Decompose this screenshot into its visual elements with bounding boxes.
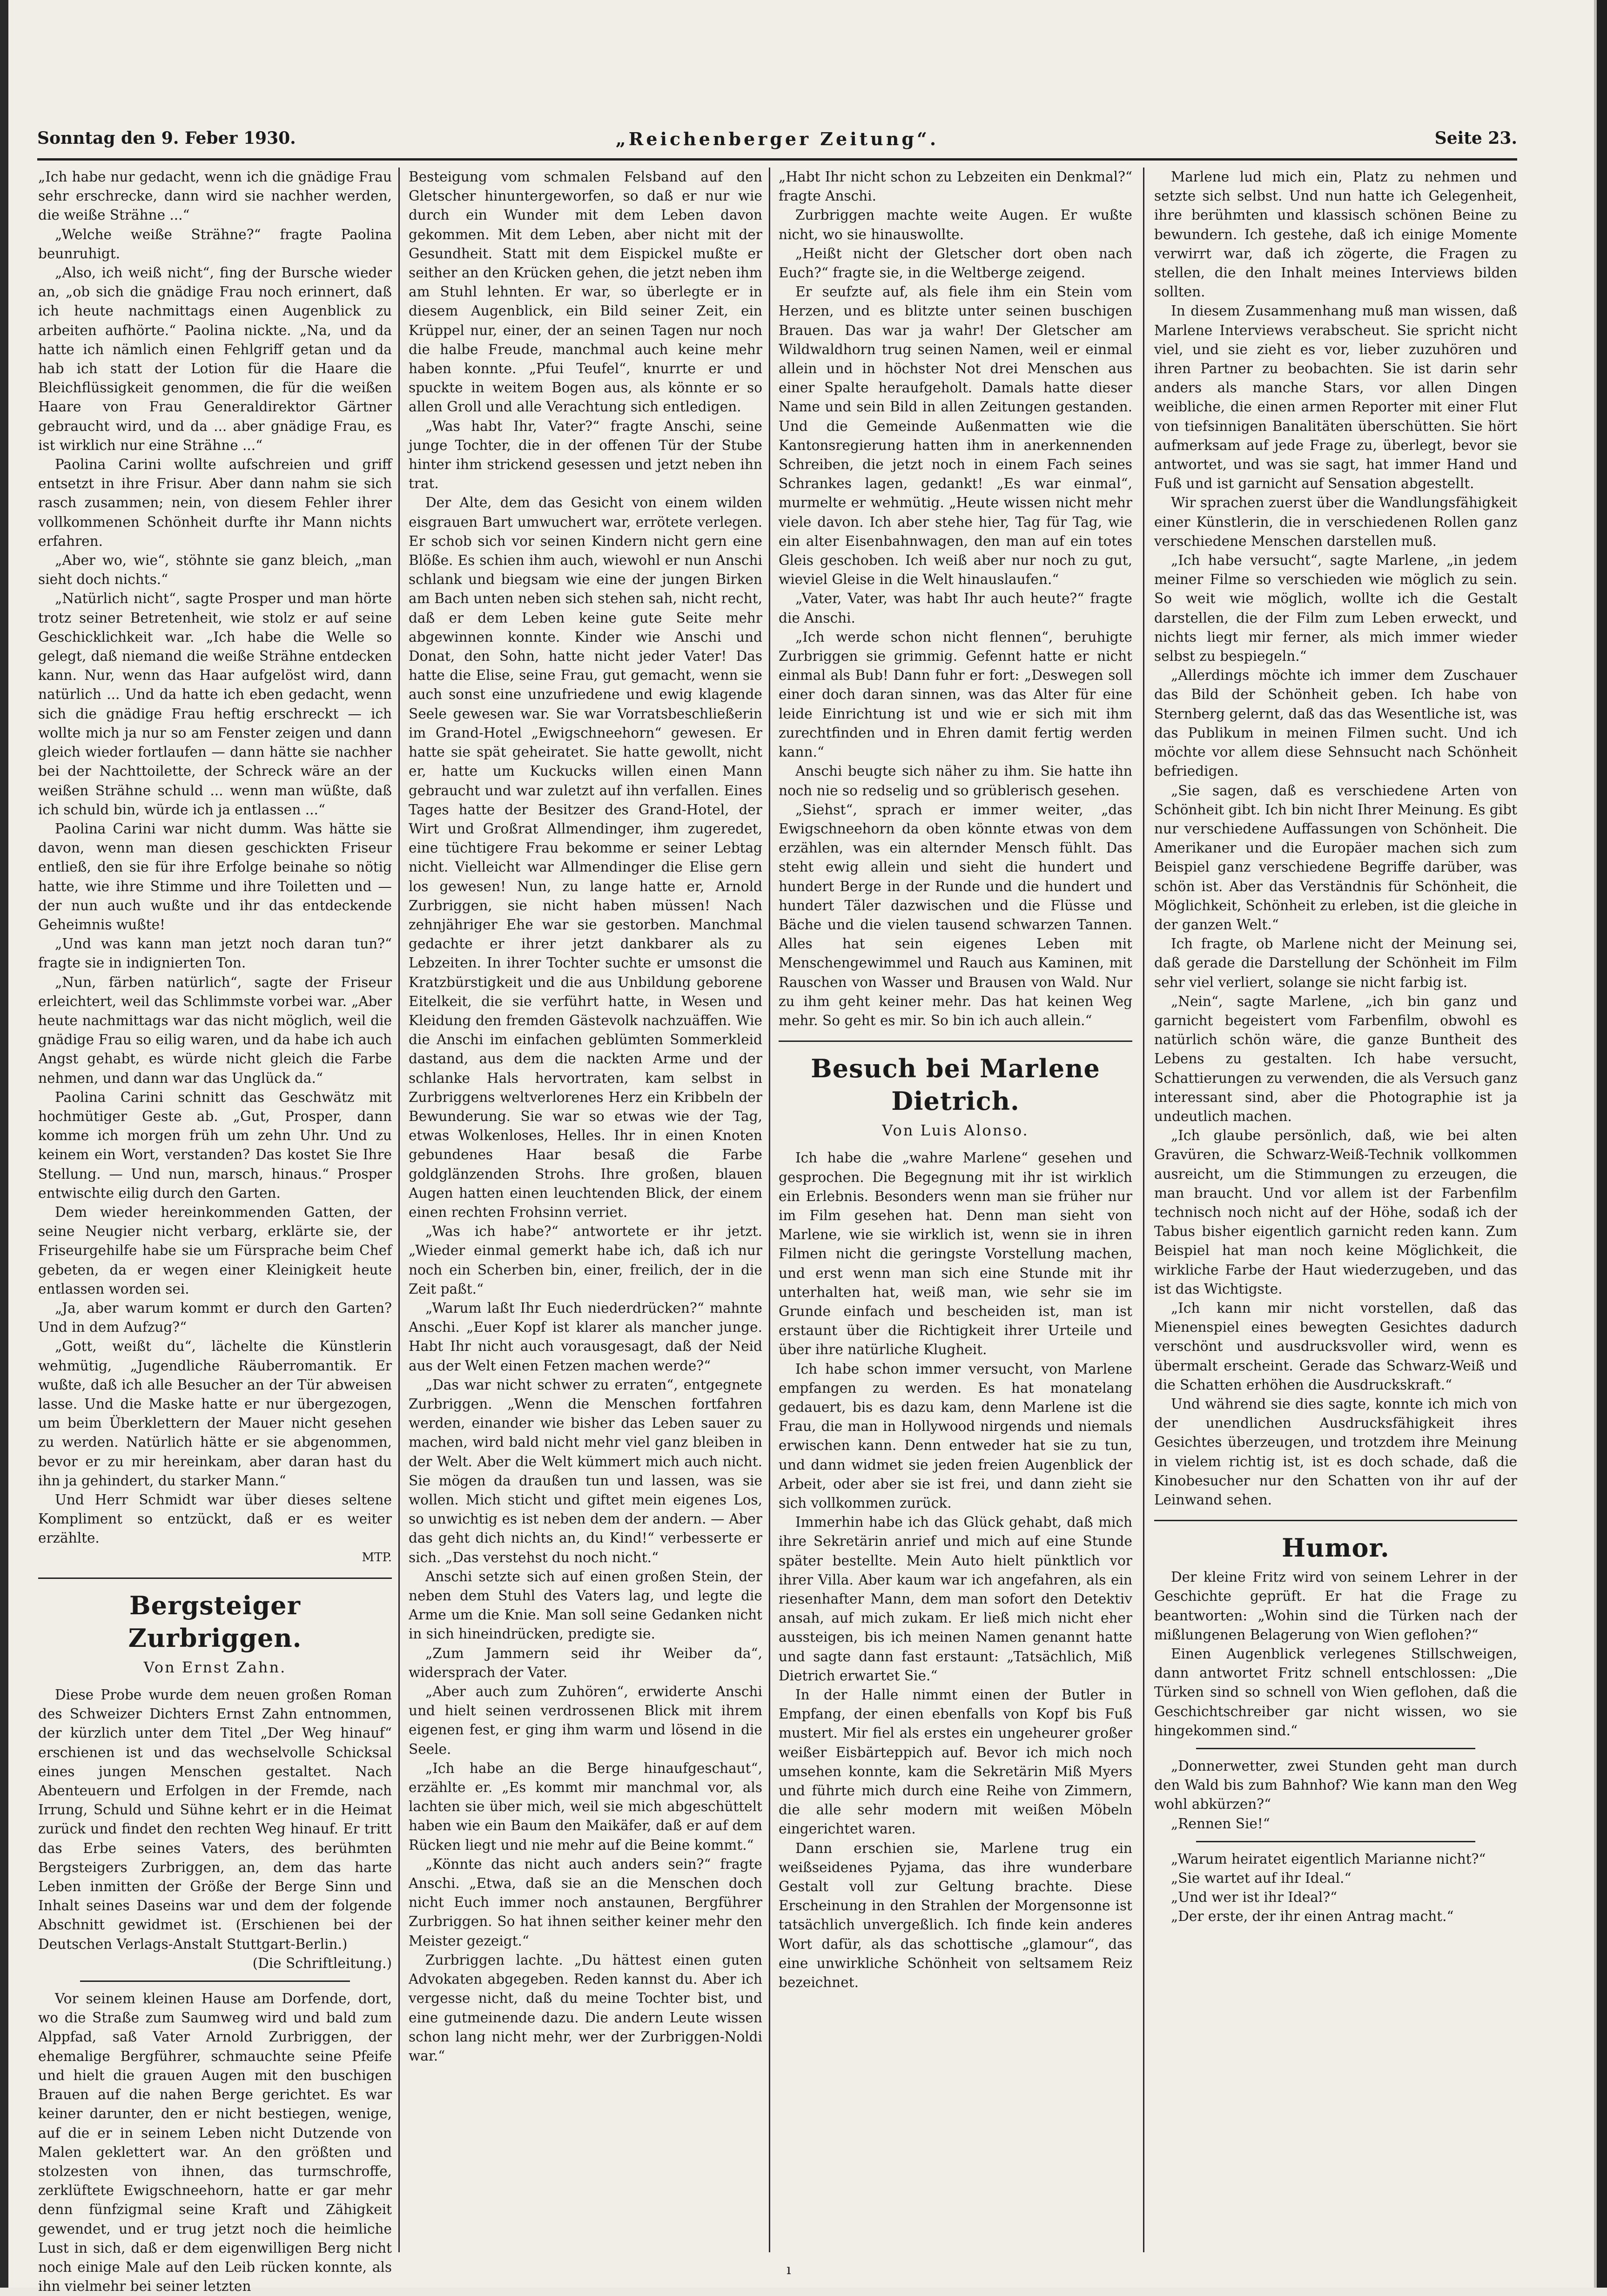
paragraph: Und während sie dies sagte, konnte ich mich von der unendlichen Ausdrucksfähigkeit ihres Gesichtes überzeugen, und trotzdem ihre Meinung in vielem richtig ist, ist es doch schade, daß die Kinobesucher nur den Schatten von ihr auf der Leinwand sehen. bbox=[1154, 1396, 1517, 1508]
column-rule bbox=[1143, 168, 1144, 2252]
paragraph: „Ich habe nur gedacht, wenn ich die gnädige Frau sehr erschrecke, dann wird sie nachher werden, die weiße Strähne ...“ bbox=[38, 169, 392, 223]
section-rule bbox=[38, 1578, 392, 1579]
paragraph: „Ich glaube persönlich, daß, wie bei alten Gravüren, die Schwarz-Weiß-Technik vollkommen ausreicht, um die Stimmungen zu erzeugen, die man braucht. Und vor allem ist der Farbenfilm technisch noch nicht auf der Höhe, sodaß ich der Tabus bisher eigentlich garnicht reden kann. Zum Beispiel hat man noch keine Möglichkeit, die wirkliche Farbe der Haut wiederzugeben, und das ist das Wichtigste. bbox=[1154, 1128, 1517, 1297]
joke-paragraph: „Sie wartet auf ihr Ideal.“ bbox=[1171, 1870, 1351, 1886]
paragraph: „Das war nicht schwer zu erraten“, entgegnete Zurbriggen. „Wenn die Menschen fortfahren werden, einander wie bisher das Leben sauer zu machen, wird bald nicht mehr viel ganz bleiben in der Welt. Aber die Welt kümmert mich auch nicht. Sie mögen da draußen tun und lassen, was sie wollen. Mich sticht und giftet mein eigenes Los, so unwichtig es ist neben dem der andern. — Aber das geht dich nichts an, du Kind!“ verbesserte er sich. „Das verstehst du noch nicht.“ bbox=[409, 1376, 762, 1565]
paragraph: Anschi setzte sich auf einen großen Stein, der neben dem Stuhl des Vaters lag, und legte die Arme um die Knie. Man soll seine Gedanken nicht in sich hineindrücken, predigte sie. bbox=[409, 1568, 762, 1642]
joke-paragraph: Der kleine Fritz wird von seinem Lehrer in der Geschichte geprüft. Er hat die Frage zu beantworten: „Wohin sind die Türken nach der mißlungenen Belagerung von Wien geflohen?“ bbox=[1154, 1569, 1517, 1643]
paragraph: Dann erschien sie, Marlene trug ein weißseidenes Pyjama, das ihre wunderbare Gestalt voll zur Geltung brachte. Diese Erscheinung in den Strahlen der Morgensonne ist tatsächlich unvergeßlich. Ich finde kein anderes Wort dafür, als das schottische „glamour“, das eine unwirkliche Schönheit von seltsamem Reiz bezeichnet. bbox=[779, 1840, 1132, 1991]
header-date: Sonntag den 9. Feber 1930. bbox=[37, 128, 296, 148]
paragraph: Paolina Carini wollte aufschreien und griff entsetzt in ihre Frisur. Aber dann nahm sie sich rasch zusammen; nein, von diesem Fehler ihrer vollkommenen Schönheit durfte ihr Mann nichts erfahren. bbox=[38, 457, 392, 549]
section-rule bbox=[779, 1041, 1132, 1042]
header-paper-name: „Reichenberger Zeitung“. bbox=[615, 128, 939, 149]
paragraph: „Ich kann mir nicht vorstellen, daß das Mienenspiel eines bewegten Gesichtes dadurch verschönt und ausdrucksvoller wird, wenn es übermalt erscheint. Gerade das Schwarz-Weiß und die Schatten erhöhen die Ausdruckskraft.“ bbox=[1154, 1300, 1517, 1393]
article-intro: Diese Probe wurde dem neuen großen Roman des Schweizer Dichters Ernst Zahn entnommen, der kürzlich unter dem Titel „Der Weg hinauf“ erschienen ist und das wechselvolle Schicksal eines jungen Menschen gestaltet. Nach Abenteuern und Erfolgen in der Fremde, nach Irrung, Schuld und Sühne kehrt er in die Heimat zurück und findet den rechten Weg hinauf. Er tritt das Erbe seines Vaters, des berühmten Bergsteigers Zurbriggen, an, dem das harte Leben inmitten der Größe der Berge Sinn und Inhalt seines Daseins war und dem der folgende Abschnitt gewidmet ist. (Erschienen bei der Deutschen Verlags-Anstalt Stuttgart-Berlin.) bbox=[38, 1687, 392, 1952]
section-rule bbox=[80, 1980, 350, 1982]
paragraph: „Natürlich nicht“, sagte Prosper und man hörte trotz seiner Betretenheit, wie stolz er auf seine Geschicklichkeit war. „Ich habe die Welle so gelegt, daß niemand die weiße Strähne entdecken kann. Nur, wenn das Haar aufgelöst wird, dann natürlich ... Und da hatte ich eben gedacht, wenn sich die gnädige Frau heftig erschreckt — ich wollte mich ja nur so am Fenster zeigen und dann gleich wieder fortlaufen — dann hätte sie nachher bei der Nachttoilette, der Schreck wäre an der weißen Strähne schuld ... wenn man wüßte, daß ich schuld bin, würde ich ja entlassen ...“ bbox=[38, 591, 392, 818]
paragraph: „Ich werde schon nicht flennen“, beruhigte Zurbriggen sie grimmig. Gefennt hatte er nicht einmal als Bub! Dann fuhr er fort: „Deswegen soll einer doch daran sinnen, was das Alter für eine leide Einrichtung ist und wie er sich mit ihm zurechtfinden und in Ehren damit fertig werden kann.“ bbox=[779, 629, 1132, 760]
paragraph: „Und was kann man jetzt noch daran tun?“ fragte sie in indignierten Ton. bbox=[38, 936, 392, 971]
paragraph: „Nein“, sagte Marlene, „ich bin ganz und garnicht begeistert vom Farbenfilm, obwohl es natürlich schön wäre, die ganze Buntheit des Lebens zu gestalten. Ich habe versucht, Schattierungen zu verwenden, die als Versuch ganz interessant sind, aber die Photographie ist ja undeutlich machen. bbox=[1154, 993, 1517, 1124]
paragraph: „Zum Jammern seid ihr Weiber da“, widersprach der Vater. bbox=[409, 1645, 762, 1680]
column-rule bbox=[398, 168, 400, 2252]
page-header bbox=[37, 125, 1517, 153]
column-4 bbox=[1154, 168, 1517, 2262]
scan-border-left bbox=[0, 0, 8, 2288]
paragraph: Ich fragte, ob Marlene nicht der Meinung sei, daß gerade die Darstellung der Schönheit im Film sehr viel verliert, solange sie nicht farbig ist. bbox=[1154, 936, 1517, 990]
article-title: Bergsteiger Zurbriggen. bbox=[128, 1590, 302, 1653]
paragraph: „Was ich habe?“ antwortete er ihr jetzt. „Wieder einmal gemerkt habe ich, daß ich nur noch ein Scherben bin, einer, freilich, der in die Zeit paßt.“ bbox=[409, 1223, 762, 1297]
joke-paragraph: „Warum heiratet eigentlich Marianne nicht?“ bbox=[1171, 1851, 1486, 1867]
paragraph: „Heißt nicht der Gletscher dort oben nach Euch?“ fragte sie, in die Weltberge zeigend. bbox=[779, 245, 1132, 281]
paragraph: „Siehst“, sprach er immer weiter, „das Ewigschneehorn da oben könnte etwas von dem erzählen, was ein alternder Mensch fühlt. Das steht ewig allein und sieht die hundert und hundert Berge in der Runde und die hundert und hundert Täler dazwischen und die Flüsse und Bäche und die vielen tausend schwarzen Tannen. Alles hat sein eigenes Leben mit Menschengewimmel und Rauch aus Kaminen, mit Rauschen von Wasser und Brausen von Wald. Nur zu ihm geht keiner mehr. Das hat keinen Weg mehr. So geht es mir. So bin ich auch allein.“ bbox=[779, 801, 1132, 1028]
joke-paragraph: „Rennen Sie!“ bbox=[1171, 1815, 1270, 1832]
paragraph: Marlene lud mich ein, Platz zu nehmen und setzte sich selbst. Und nun hatte ich Gelegenheit, ihre berühmten und klassisch schönen Beine zu bewundern. Ich gestehe, daß ich einige Momente verwirrt war, daß ich zögerte, die Fragen zu stellen, die den Inhalt meines Interviews bilden sollten. bbox=[1154, 169, 1517, 300]
paragraph: Zurbriggen lachte. „Du hättest einen guten Advokaten abgegeben. Reden kannst du. Aber ich vergesse nicht, daß du meine Tochter bist, und eine gutmeinende dazu. Die andern Leute wissen schon lang nicht mehr, wer der Zurbriggen-Noldi war.“ bbox=[409, 1952, 762, 2064]
column-rule bbox=[769, 168, 770, 2252]
footer-mark: ı bbox=[787, 2262, 791, 2278]
paragraph: Zurbriggen machte weite Augen. Er wußte nicht, wo sie hinauswollte. bbox=[779, 207, 1132, 242]
paragraph: „Aber wo, wie“, stöhnte sie ganz bleich, „man sieht doch nichts.“ bbox=[38, 552, 392, 588]
article-author: Von Luis Alonso. bbox=[882, 1121, 1029, 1140]
paragraph: „Ich habe an die Berge hinaufgeschaut“, erzählte er. „Es kommt mir manchmal vor, als lachten sie über mich, weil sie mich abgeschüttelt haben wie ein Baum den Maikäfer, daß er auf dem Rücken liegt und nie mehr auf die Beine kommt.“ bbox=[409, 1760, 762, 1853]
paragraph: Besteigung vom schmalen Felsband auf den Gletscher hinuntergeworfen, so daß er nur wie durch ein Wunder mit dem Leben davon gekommen. Mit dem Leben, aber nicht mit der Gesundheit. Statt mit dem Eispickel mußte er seither an den Krücken gehen, die jetzt neben ihm am Stuhl lehnten. Er war, so überlegte er in diesem Augenblick, ein Bild seiner Zeit, ein Krüppel nur, einer, der an seinen Tagen nur noch die halbe Freude, manchmal auch keine mehr haben konnte. „Pfui Teufel“, knurrte er und spuckte in weitem Bogen aus, als könnte er so allen Groll und alle Verachtung sich entledigen. bbox=[409, 169, 762, 415]
paragraph: Dem wieder hereinkommenden Gatten, der seine Neugier nicht verbarg, erklärte sie, der Friseurgehilfe habe sie um Fürsprache beim Chef gebeten, da er wegen einer Kleinigkeit heute entlassen worden sei. bbox=[38, 1204, 392, 1297]
joke-paragraph: „Donnerwetter, zwei Stunden geht man durch den Wald bis zum Bahnhof? Wie kann man den Weg wohl abkürzen?“ bbox=[1154, 1758, 1517, 1813]
joke-paragraph: Einen Augenblick verlegenes Stillschweigen, dann antwortet Fritz schnell entschlossen: „Die Türken sind so schnell von Wien geflohen, daß die Geschichtschreiber gar nicht wissen, wo sie hingekommen sind.“ bbox=[1154, 1646, 1517, 1739]
paragraph: „Nun, färben natürlich“, sagte der Friseur erleichtert, weil das Schlimmste vorbei war. „Aber heute nachmittags war das nicht möglich, weil die gnädige Frau so eilig waren, und da habe ich auch Angst gehabt, es würde nicht gleich die Farbe nehmen, und dann war das Unglück da.“ bbox=[38, 974, 392, 1086]
column-2 bbox=[409, 168, 762, 2262]
paragraph: „Ja, aber warum kommt er durch den Garten? Und in dem Aufzug?“ bbox=[38, 1300, 392, 1336]
paragraph: „Was habt Ihr, Vater?“ fragte Anschi, seine junge Tochter, die in der offenen Tür der Stube hinter ihm strickend gesessen und jetzt neben ihn trat. bbox=[409, 418, 762, 492]
column-3 bbox=[779, 168, 1132, 2262]
story-continuation bbox=[38, 168, 392, 1567]
header-page-number: Seite 23. bbox=[1434, 128, 1517, 148]
humor-title: Humor. bbox=[1282, 1533, 1390, 1563]
column-1 bbox=[38, 168, 392, 2295]
article-title: Besuch bei Marlene Dietrich. bbox=[811, 1054, 1100, 1116]
joke-separator bbox=[1196, 1841, 1475, 1842]
paragraph: In der Halle nimmt einen der Butler in Empfang, der einen ebenfalls von Kopf bis Fuß mustert. Mir fiel als erstes ein ungeheurer großer weißer Eisbärteppich auf. Bevor ich mich noch umsehen konnte, kam die Sekretärin Miß Myers und führte mich durch eine Reihe von Zimmern, die alle sehr modern mit weißen Möbeln eingerichtet waren. bbox=[779, 1687, 1132, 1837]
section-rule bbox=[1154, 1520, 1517, 1521]
paragraph: „Sie sagen, daß es verschiedene Arten von Schönheit gibt. Ich bin nicht Ihrer Meinung. Es gibt nur verschiedene Auffassungen von Schönheit. Die Amerikaner und die Europäer machen sich zum Beispiel ganz verschiedene Begriffe darüber, was schön ist. Aber das Verständnis für Schönheit, die Möglichkeit, Schönheit zu erleben, ist die gleiche in der ganzen Welt.“ bbox=[1154, 782, 1517, 933]
paragraph: „Aber auch zum Zuhören“, erwiderte Anschi und hielt seinen verdrossenen Blick mit ihrem eigenen fest, er ging ihm warm und lösend in die Seele. bbox=[409, 1684, 762, 1757]
paragraph: „Warum laßt Ihr Euch niederdrücken?“ mahnte Anschi. „Euer Kopf ist klarer als mancher junge. Habt Ihr nicht auch vorausgesagt, daß der Neid aus der Welt einen Fetzen machen werde?“ bbox=[409, 1300, 762, 1374]
paragraph: „Allerdings möchte ich immer dem Zuschauer das Bild der Schönheit geben. Ich habe von Sternberg gelernt, daß das das Wesentliche ist, was das Publikum in meinen Filmen sucht. Und ich möchte vor allem diese Sehnsucht nach Schönheit befriedigen. bbox=[1154, 667, 1517, 779]
article-author: Von Ernst Zahn. bbox=[143, 1658, 287, 1676]
paragraph: „Gott, weißt du“, lächelte die Künstlerin wehmütig, „Jugendliche Räuberromantik. Er wußte, daß ich alle Besucher an der Tür abweisen lasse. Und die Maske hatte er nur übergezogen, um beim Überklettern der Mauer nicht gesehen zu werden. Natürlich hätte er sie abgenommen, bevor er zu mir hereinkam, aber daran hast du ihn ja gehindert, du starker Mann.“ bbox=[38, 1338, 392, 1489]
paragraph: „Könnte das nicht auch anders sein?“ fragte Anschi. „Etwa, daß sie an die Menschen doch nicht Euch immer noch anstaunen, Bergführer Zurbriggen. So hat ihnen seither keiner mehr den Meister gezeigt.“ bbox=[409, 1856, 762, 1949]
paragraph: In diesem Zusammenhang muß man wissen, daß Marlene Interviews verabscheut. Sie spricht nicht viel, und sie zieht es vor, lieber zuzuhören und ihren Partner zu beobachten. Sie ist darin sehr anders als manche Stars, vor allen Dingen weibliche, die einen armen Reporter mit einer Flut von tiefsinnigen Banalitäten überschütten. Sie hört aufmerksam auf jede Frage zu, überlegt, bevor sie antwortet, und was sie sagt, hat immer Hand und Fuß und ist garnicht auf Sensation abgestellt. bbox=[1154, 303, 1517, 492]
paragraph: „Vater, Vater, was habt Ihr auch heute?“ fragte die Anschi. bbox=[779, 591, 1132, 626]
paragraph: Paolina Carini war nicht dumm. Was hätte sie davon, wenn man diesen geschickten Friseur entließ, den sie für ihre Erfolge beinahe so nötig hatte, wie ihre Stimme und ihre Toiletten und — der nun auch wußte und ihr das entdeckende Geheimnis wußte! bbox=[38, 820, 392, 933]
paragraph: Vor seinem kleinen Hause am Dorfende, dort, wo die Straße zum Saumweg wird und bald zum Alppfad, saß Vater Arnold Zurbriggen, der ehemalige Bergführer, schmauchte seine Pfeife und hielt die grauen Augen mit den buschigen Brauen auf die nahen Berge gerichtet. Es war keiner darunter, den er nicht bestiegen, wenige, auf die er in seinem Leben nicht Dutzende von Malen geklettert war. An den größten und stolzesten von ihnen, das turmschroffe, zerklüftete Ewigschneehorn, hatte er gar mehr denn fünfzigmal seine Kraft und Zähigkeit gewendet, und er trug jetzt noch die heimliche Lust in sich, daß er dem eigenwilligen Berg nicht noch einige Male auf den Leib rücken konnte, als ihn vielmehr bei seiner letzten bbox=[38, 1991, 392, 2295]
joke-paragraph: „Und wer ist ihr Ideal?“ bbox=[1171, 1889, 1338, 1906]
paragraph: Paolina Carini schnitt das Geschwätz mit hochmütiger Geste ab. „Gut, Prosper, dann komme ich morgen früh um zehn Uhr. Und zu keinem ein Wort, verstanden? Das kostet Sie Ihre Stellung. — Und nun, marsch, hinaus.“ Prosper entwischte eilig durch den Garten. bbox=[38, 1089, 392, 1201]
joke-separator bbox=[1196, 1748, 1475, 1749]
header-rule bbox=[37, 158, 1517, 161]
paragraph: „Habt Ihr nicht schon zu Lebzeiten ein Denkmal?“ fragte Anschi. bbox=[779, 169, 1132, 204]
editor-note: (Die Schriftleitung.) bbox=[252, 1955, 392, 1971]
scan-border-right bbox=[1597, 0, 1607, 2288]
paragraph: Ich habe schon immer versucht, von Marlene empfangen zu werden. Es hat monatelang gedauert, bis es dazu kam, denn Marlene ist die Frau, die man in Hollywood nirgends und niemals erwischen kann. Denn entweder hat sie zu tun, und dann widmet sie jeden freien Augenblick der Arbeit, oder aber sie ist frei, und dann zieht sie sich vollkommen zurück. bbox=[779, 1361, 1132, 1511]
paragraph: Ich habe die „wahre Marlene“ gesehen und gesprochen. Die Begegnung mit ihr ist wirklich ein Erlebnis. Besonders wenn man sie früher nur im Film gesehen hat. Denn man sieht von Marlene, wie sie wirklich ist, wenn sie in ihren Filmen nicht die geringste Vorstellung machen, und erst wenn man sich eine Stunde mit ihr unterhalten hat, weiß man, wie sehr sie im Grunde einfach und bescheiden ist, man ist erstaunt über die Richtigkeit ihrer Urteile und über ihre natürliche Klugheit. bbox=[779, 1150, 1132, 1358]
paragraph: Der Alte, dem das Gesicht von einem wilden eisgrauen Bart umwuchert war, errötete verlegen. Er schob sich vor seinen Kindern nicht gern eine Blöße. Es schien ihm auch, wiewohl er nun Anschi schlank und biegsam wie eine der jungen Birken am Bach unten neben sich stehen sah, nicht recht, daß er dem Leben keine gute Seite mehr abgewinnen konnte. Kinder wie Anschi und Donat, den Sohn, hatte nicht jeder Vater! Das hatte die Elise, seine Frau, gut gemacht, wenn sie auch sonst eine unzufriedene und ewig klagende Seele gewesen war. Sie war Vorratsbeschließerin im Grand-Hotel „Ewigschneehorn“ gewesen. Er hatte sie spät geheiratet. Sie hatte gewollt, nicht er, hatte um Kuckucks willen einen Mann gebraucht und war zuletzt auf ihn verfallen. Eines Tages hatte der Besitzer des Grand-Hotel, der Wirt und Großrat Allmendinger, ihm zugeredet, eine tüchtigere Frau bekomme er seiner Lebtag nicht. Vielleicht war Allmendinger die Elise gern los gewesen! Nun, zu lange hatte er, Arnold Zurbriggen, sie nicht haben müssen! Nach zehnjähriger Ehe war sie gestorben. Manchmal gedachte er ihrer jetzt dankbarer als zu Lebzeiten. In ihrer Tochter suchte er umsonst die Kratzbürstigkeit und die aus Unbildung geborene Eitelkeit, die sie verführt hatte, in Wesen und Kleidung den fremden Gästevolk nachzuäffen. Wie die Anschi im einfachen geblümten Sommerkleid dastand, aus dem die nackten Arme und der schlanke Hals hervortraten, kam selbst in Zurbriggens weltverlorenes Herz ein Kribbeln der Bewunderung. Sie war so etwas wie der Tag, etwas Wolkenloses, Helles. Ihr in einen Knoten gebundenes Haar besaß die Farbe goldglänzenden Strohs. Ihre großen, blauen Augen hatten einen leuchtenden Blick, der einem einen rechten Frohsinn verriet. bbox=[409, 495, 762, 1220]
paragraph: Wir sprachen zuerst über die Wandlungsfähigkeit einer Künstlerin, die in verschiedenen Rollen ganz verschiedene Menschen darstellen muß. bbox=[1154, 495, 1517, 549]
paragraph: Er seufzte auf, als fiele ihm ein Stein vom Herzen, und es blitzte unter seinen buschigen Brauen. Das war ja wahr! Der Gletscher am Wildwaldhorn trug seinen Namen, weil er einmal allein und in höchster Not drei Menschen aus einer Spalte heraufgeholt. Damals hatte dieser Name und sein Bild in allen Zeitungen gestanden. Und die Gemeinde Außenmatten wie die Kantonsregierung hatten ihm in anerkennenden Schreiben, die jetzt noch in einem Fach seines Schrankes lagen, gedankt! „Es war einmal“, murmelte er wehmütig. „Heute wissen nicht mehr viele davon. Ich aber stehe hier, Tag für Tag, wie ein alter Eisenbahnwagen, den man auf ein totes Gleis geschoben. Ich weiß aber nur noch zu gut, wieviel Gleise in die Welt hinauslaufen.“ bbox=[779, 284, 1132, 588]
joke-paragraph: „Der erste, der ihr einen Antrag macht.“ bbox=[1171, 1908, 1454, 1925]
paragraph: Immerhin habe ich das Glück gehabt, daß mich ihre Sekretärin anrief und mich auf eine Stunde später bestellte. Mein Auto hielt pünktlich vor ihrer Villa. Aber kaum war ich angefahren, als ein riesenhafter Mann, dem man sofort den Detektiv ansah, auf mich zukam. Er ließ mich nicht eher aussteigen, bis ich meinen Namen genannt hatte und sagte dann fast erstaunt: „Tatsächlich, Miß Dietrich erwartet Sie.“ bbox=[779, 1514, 1132, 1684]
paragraph: „Also, ich weiß nicht“, fing der Bursche wieder an, „ob sich die gnädige Frau noch erinnert, daß ich heute nachmittags einen Augenblick zu arbeiten aufhörte.“ Paolina nickte. „Na, und da hatte ich nämlich einen Fehlgriff getan und da hab ich statt der Lotion für die Haare die Bleichflüssigkeit genommen, die für die weißen Haare von Frau Generaldirektor Gärtner gebraucht wird, und da ... aber gnädige Frau, es ist wirklich nur eine Strähne ...“ bbox=[38, 265, 392, 453]
paragraph: „Ich habe versucht“, sagte Marlene, „in jedem meiner Filme so verschieden wie möglich zu sein. So weit wie möglich, wollte ich die Gestalt darstellen, die der Film zum Leben erweckt, und nichts liegt mir ferner, als mich immer wieder selbst zu bespiegeln.“ bbox=[1154, 552, 1517, 665]
paragraph: „Welche weiße Strähne?“ fragte Paolina beunruhigt. bbox=[38, 226, 392, 262]
paragraph: Und Herr Schmidt war über dieses seltene Kompliment so entzückt, daß er es weiter erzählte. bbox=[38, 1492, 392, 1546]
paragraph: Anschi beugte sich näher zu ihm. Sie hatte ihn noch nie so redselig und so grüblerisch gesehen. bbox=[779, 763, 1132, 799]
story-signature: MTP. bbox=[362, 1550, 392, 1564]
